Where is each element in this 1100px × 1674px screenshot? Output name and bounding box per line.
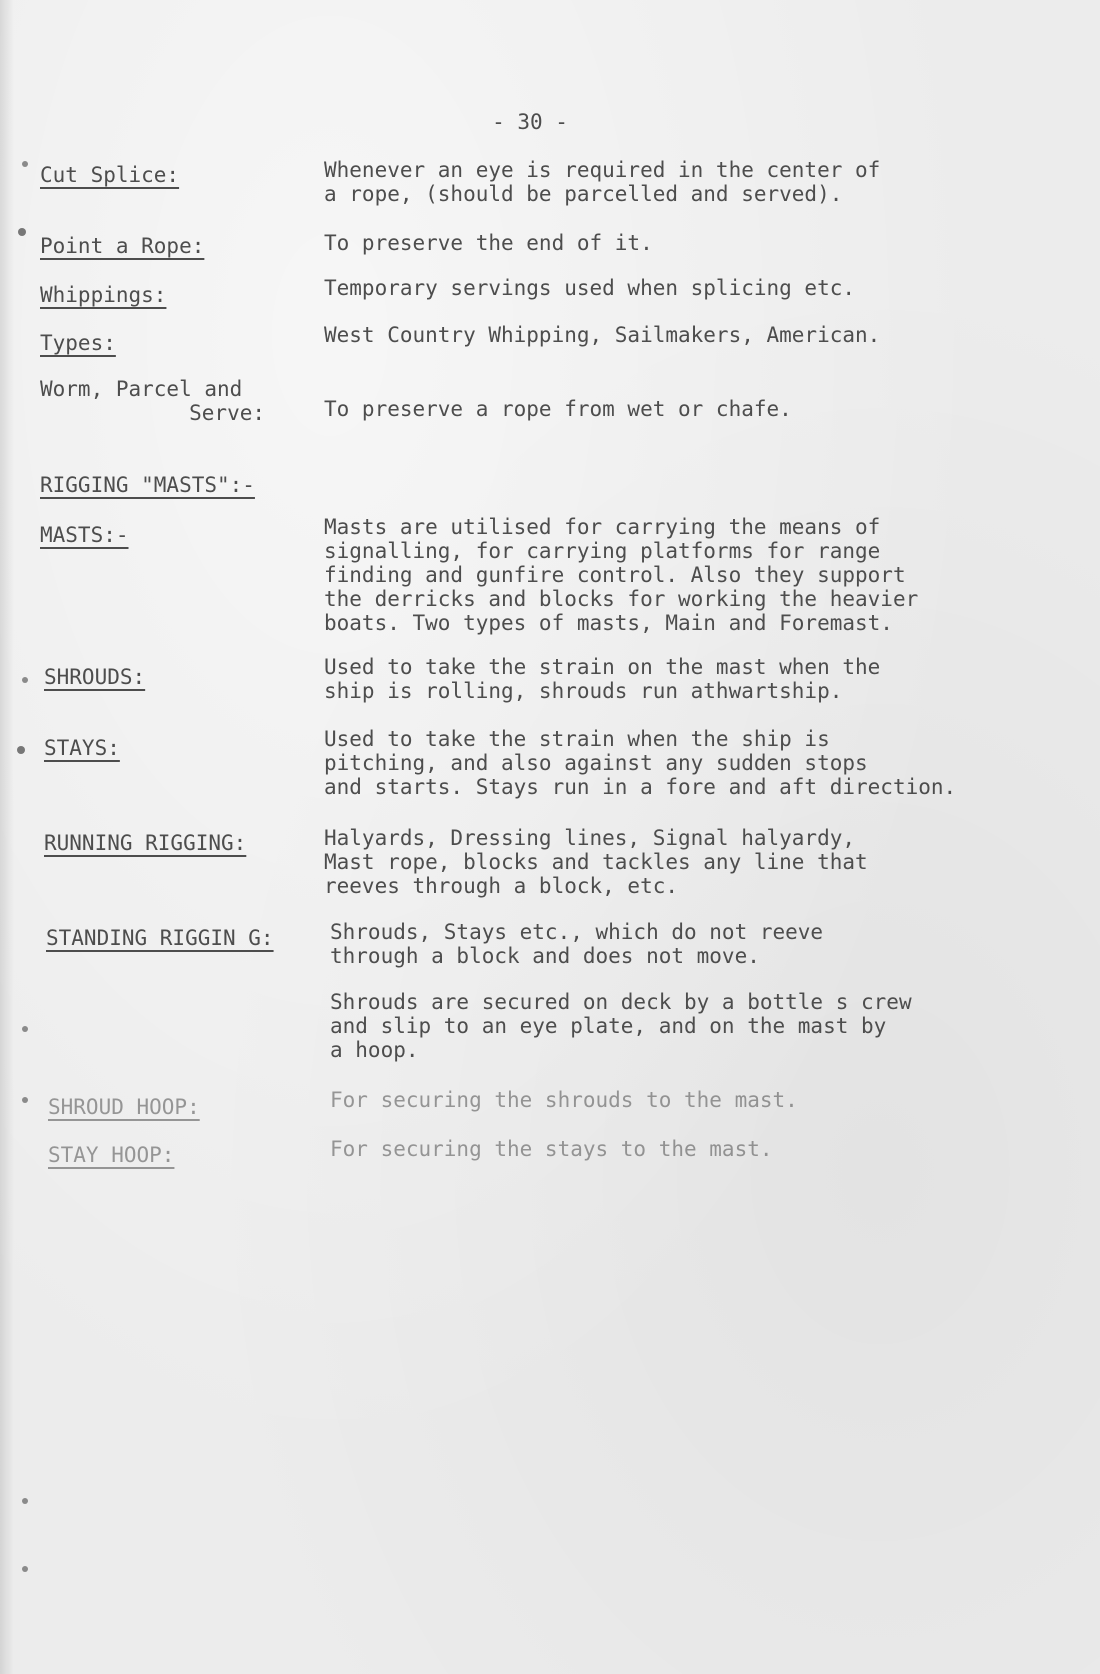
term-shroud-hoop: SHROUD HOOP:: [48, 1095, 200, 1119]
term-point-a-rope: Point a Rope:: [40, 234, 205, 258]
definition-shroud-hoop: For securing the shrouds to the mast.: [330, 1088, 798, 1112]
punch-hole-mark: [18, 228, 26, 236]
definition-shrouds: Used to take the strain on the mast when the ship is rolling, shrouds run athwartship.: [324, 655, 881, 703]
punch-hole-mark: [22, 1026, 28, 1032]
definition-stays: Used to take the strain when the ship is pitching, and also against any sudden stops and starts. Stays run in a fore and aft direction.: [324, 727, 957, 799]
term-stay-hoop: STAY HOOP:: [48, 1143, 175, 1167]
definition-whippings: Temporary servings used when splicing etc.: [324, 276, 856, 300]
paragraph-shrouds-secured: Shrouds are secured on deck by a bottle s crew and slip to an eye plate, and on the mast by a hoop.: [330, 990, 912, 1062]
term-running-rigging: RUNNING RIGGING:: [44, 831, 247, 855]
term-types: Types:: [40, 331, 116, 355]
section-heading-rigging-masts: RIGGING "MASTS":-: [40, 473, 255, 497]
definition-stay-hoop: For securing the stays to the mast.: [330, 1137, 773, 1161]
page-number: - 30 -: [492, 110, 568, 134]
definition-running-rigging: Halyards, Dressing lines, Signal halyardy, Mast rope, blocks and tackles any line that reeves through a block, etc.: [324, 826, 868, 898]
term-cut-splice: Cut Splice:: [40, 163, 180, 187]
term-standing-rigging: STANDING RIGGIN G:: [46, 926, 274, 950]
term-worm-parcel-serve-line2: Serve:: [189, 401, 265, 425]
punch-hole-mark: [22, 677, 28, 683]
page-edge-shadow: [0, 0, 14, 1674]
term-stays: STAYS:: [44, 736, 120, 760]
term-shrouds: SHROUDS:: [44, 665, 146, 689]
definition-worm-parcel-serve: To preserve a rope from wet or chafe.: [324, 397, 792, 421]
definition-standing-rigging: Shrouds, Stays etc., which do not reeve through a block and does not move.: [330, 920, 824, 968]
definition-cut-splice: Whenever an eye is required in the center of a rope, (should be parcelled and served).: [324, 158, 881, 206]
definition-types: West Country Whipping, Sailmakers, American.: [324, 323, 881, 347]
punch-hole-mark: [22, 1498, 28, 1504]
punch-hole-mark: [22, 1097, 28, 1103]
punch-hole-mark: [22, 161, 28, 167]
punch-hole-mark: [22, 1566, 28, 1572]
term-whippings: Whippings:: [40, 283, 167, 307]
term-worm-parcel-serve-line1: Worm, Parcel and: [40, 377, 243, 401]
term-masts: MASTS:-: [40, 523, 129, 547]
definition-point-a-rope: To preserve the end of it.: [324, 231, 653, 255]
definition-masts: Masts are utilised for carrying the means of signalling, for carrying platforms for range finding and gunfire control. Also they support the derricks and blocks for working the heavier boats. Two types of masts, Main and Foremast.: [324, 515, 919, 635]
punch-hole-mark: [17, 746, 25, 754]
